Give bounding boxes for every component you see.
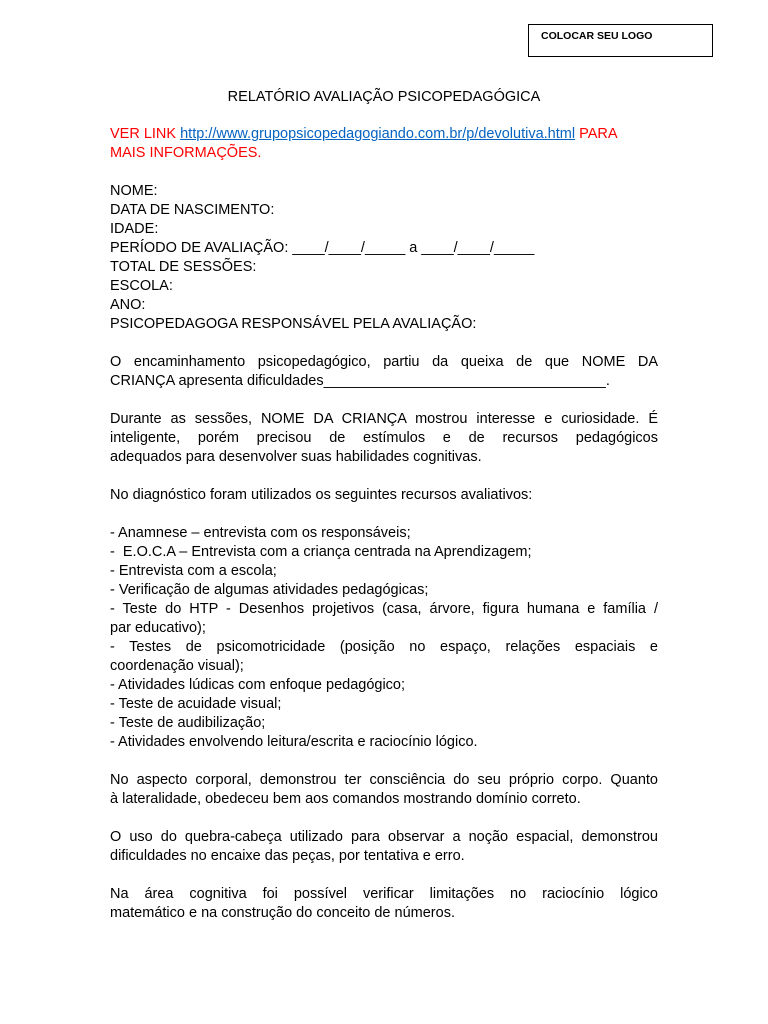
paragraph-cognitive-line: Na área cognitiva foi possível verificar limitações no raciocínio lógico xyxy=(110,886,658,902)
list-item: - Atividades envolvendo leitura/escrita e raciocínio lógico. xyxy=(110,734,478,750)
info-line-1 xyxy=(110,125,618,144)
field-age: IDADE: xyxy=(110,221,159,237)
list-item: par educativo); xyxy=(110,620,206,636)
paragraph-puzzle-line: dificuldades no encaixe das peças, por tentativa e erro. xyxy=(110,848,465,864)
logo-placeholder: COLOCAR SEU LOGO xyxy=(528,24,713,57)
list-item: - Anamnese – entrevista com os responsáveis; xyxy=(110,525,411,541)
paragraph-corporal-line: à lateralidade, obedeceu bem aos comandos mostrando domínio correto. xyxy=(110,791,581,807)
paragraph-sessions-line: Durante as sessões, NOME DA CRIANÇA mostrou interesse e curiosidade. É xyxy=(110,411,658,427)
list-item: - Entrevista com a escola; xyxy=(110,563,277,579)
field-responsible: PSICOPEDAGOGA RESPONSÁVEL PELA AVALIAÇÃO: xyxy=(110,316,477,332)
list-item: - E.O.C.A – Entrevista com a criança centrada na Aprendizagem; xyxy=(110,544,532,560)
list-item: coordenação visual); xyxy=(110,658,244,674)
paragraph-referral-line: CRIANÇA apresenta dificuldades___________________________________. xyxy=(110,373,610,389)
field-school: ESCOLA: xyxy=(110,278,173,294)
info-prefix: VER LINK xyxy=(110,126,181,142)
field-year: ANO: xyxy=(110,297,146,313)
info-suffix: PARA xyxy=(575,126,618,142)
info-link[interactable]: http://www.grupopsicopedagogiando.com.br/p/devolutiva.html xyxy=(180,126,576,142)
field-name: NOME: xyxy=(110,183,158,199)
list-item: - Teste de acuidade visual; xyxy=(110,696,282,712)
field-sessions: TOTAL DE SESSÕES: xyxy=(110,259,257,275)
paragraph-sessions-line: inteligente, porém precisou de estímulos e de recursos pedagógicos xyxy=(110,430,658,446)
paragraph-referral-line: O encaminhamento psicopedagógico, partiu da queixa de que NOME DA xyxy=(110,354,658,370)
paragraph-corporal-line: No aspecto corporal, demonstrou ter consciência do seu próprio corpo. Quanto xyxy=(110,772,658,788)
paragraph-puzzle-line: O uso do quebra-cabeça utilizado para observar a noção espacial, demonstrou xyxy=(110,829,658,845)
paragraph-resources-intro: No diagnóstico foram utilizados os seguintes recursos avaliativos: xyxy=(110,487,533,503)
list-item: - Teste do HTP - Desenhos projetivos (casa, árvore, figura humana e família / xyxy=(110,601,658,617)
info-line-2: MAIS INFORMAÇÕES. xyxy=(110,145,262,161)
list-item: - Teste de audibilização; xyxy=(110,715,266,731)
list-item: - Verificação de algumas atividades pedagógicas; xyxy=(110,582,429,598)
field-period: PERÍODO DE AVALIAÇÃO: ____/____/_____ a ____/____/_____ xyxy=(110,240,535,256)
field-birth-date: DATA DE NASCIMENTO: xyxy=(110,202,275,218)
paragraph-cognitive-line: matemático e na construção do conceito de números. xyxy=(110,905,455,921)
paragraph-sessions-line: adequados para desenvolver suas habilidades cognitivas. xyxy=(110,449,482,465)
list-item: - Testes de psicomotricidade (posição no espaço, relações espaciais e xyxy=(110,639,658,655)
list-item: - Atividades lúdicas com enfoque pedagógico; xyxy=(110,677,406,693)
document-title: RELATÓRIO AVALIAÇÃO PSICOPEDAGÓGICA xyxy=(227,89,541,105)
